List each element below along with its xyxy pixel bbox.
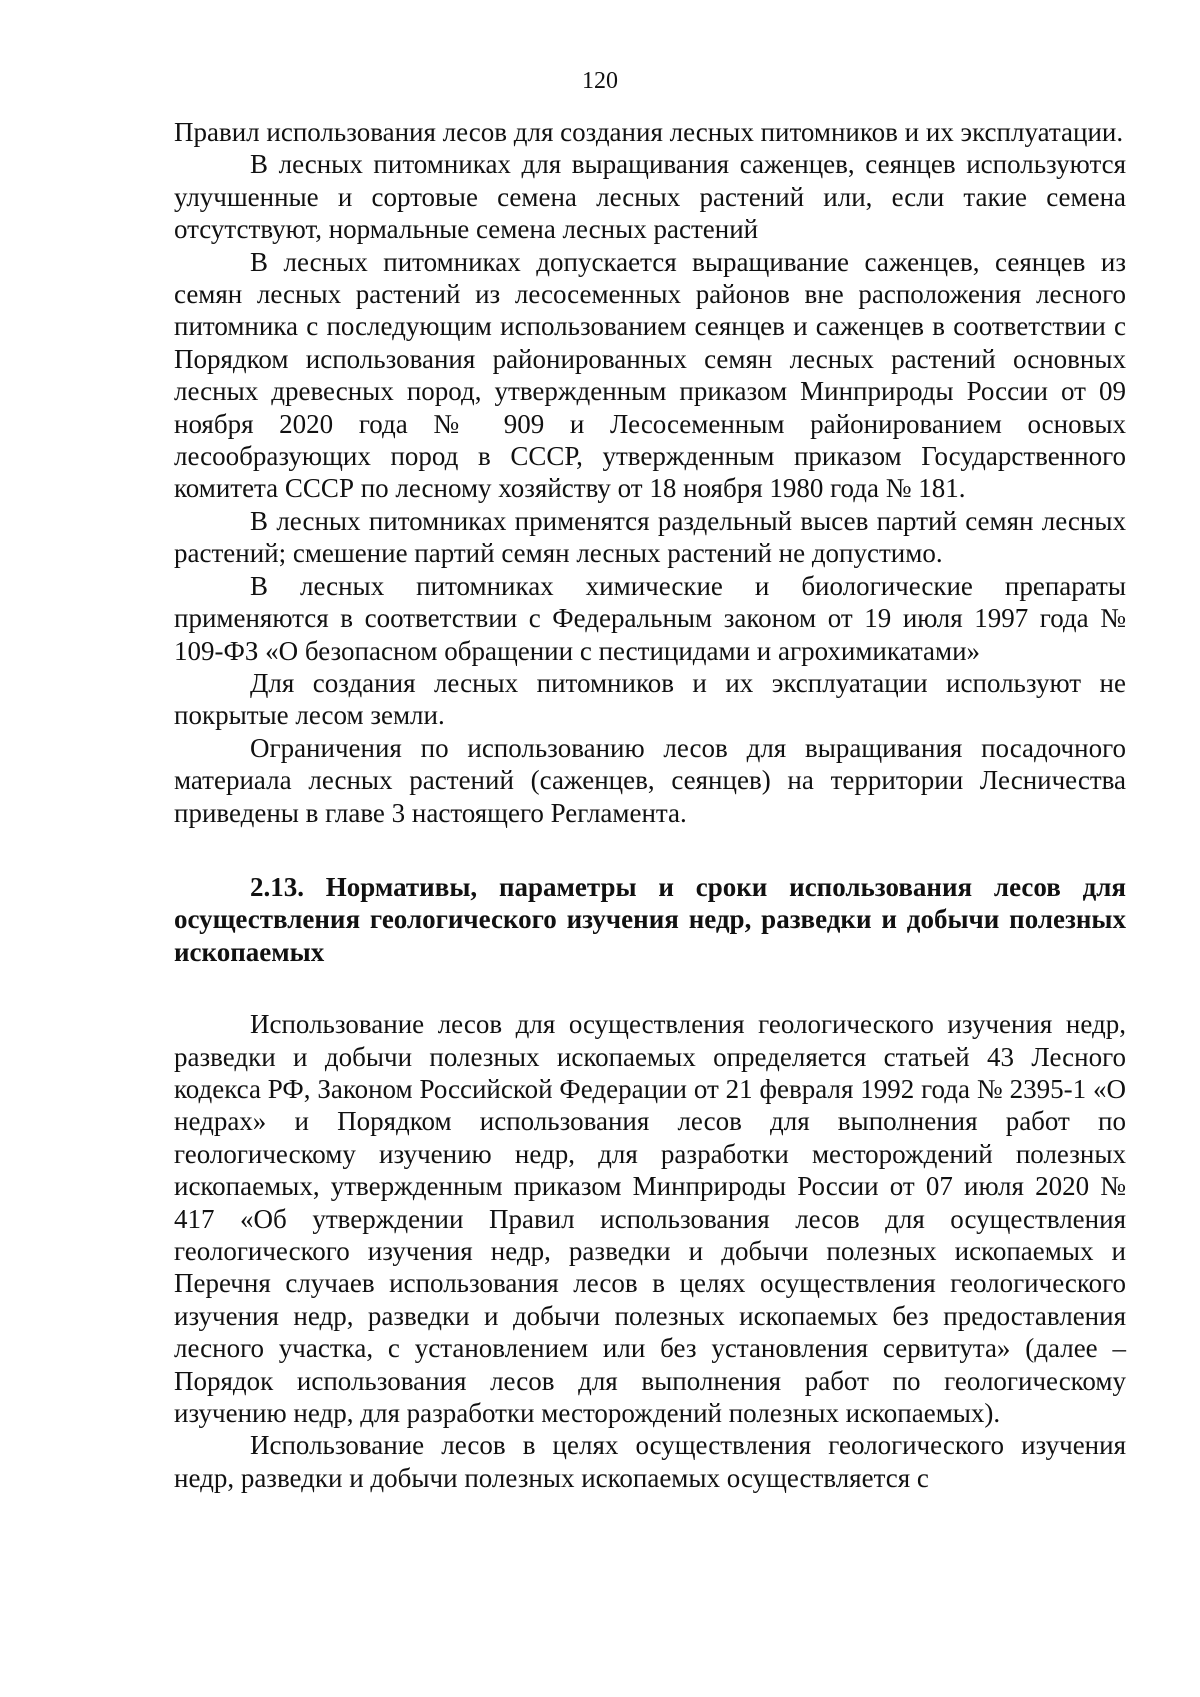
- page-number: 120: [582, 68, 618, 94]
- paragraph: В лесных питомниках применятся раздельный высев партий семян лесных растений; смешение партий семян лесных растений не допустимо.: [174, 505, 1126, 569]
- document-body: [174, 116, 1126, 1494]
- paragraph: В лесных питомниках допускается выращивание саженцев, сеянцев из семян лесных растений из лесосеменных районов вне расположения лесного питомника с последующим использованием сеянцев и саженцев в соответствии с Порядком использования районированных семян лесных растений основных лесных древесных пород, утвержденным приказом Минприроды России от 09 ноября 2020 года № 909 и Лесосеменным районированием основых лесообразующих пород в СССР, утвержденным приказом Государственного комитета СССР по лесному хозяйству от 18 ноября 1980 года № 181.: [174, 246, 1126, 504]
- paragraph: Для создания лесных питомников и их эксплуатации используют не покрытые лесом земли.: [174, 667, 1126, 731]
- paragraph: Использование лесов в целях осуществления геологического изучения недр, разведки и добычи полезных ископаемых осуществляется с: [174, 1430, 1126, 1493]
- paragraph: Использование лесов для осуществления геологического изучения недр, разведки и добычи полезных ископаемых определяется статьей 43 Лесного кодекса РФ, Законом Российской Федерации от 21 февраля 1992 года № 2395-1 «О недрах» и Порядком использования лесов для выполнения работ по геологическому изучению недр, для разработки месторождений полезных ископаемых, утвержденным приказом Минприроды России от 07 июля 2020 № 417 «Об утверждении Правил использования лесов для осуществления геологического изучения недр, разведки и добычи полезных ископаемых и Перечня случаев использования лесов в целях осуществления геологического изучения недр, разведки и добычи полезных ископаемых без предоставления лесного участка, с установлением или без установления сервитута» (далее – Порядок использования лесов для выполнения работ по геологическому изучению недр, для разработки месторождений полезных ископаемых).: [174, 1009, 1126, 1429]
- paragraph: Правил использования лесов для создания лесных питомников и их эксплуатации.: [174, 117, 1124, 147]
- paragraph: В лесных питомниках для выращивания саженцев, сеянцев используются улучшенные и сортовые семена лесных растений или, если такие семена отсутствуют, нормальные семена лесных растений: [174, 149, 1126, 245]
- section-heading: 2.13. Нормативы, параметры и сроки использования лесов для осуществления геологического изучения недр, разведки и добычи полезных ископаемых: [174, 871, 1126, 967]
- paragraph: Ограничения по использованию лесов для выращивания посадочного материала лесных растений (саженцев, сеянцев) на территории Лесничества приведены в главе 3 настоящего Регламента.: [174, 732, 1126, 828]
- paragraph: В лесных питомниках химические и биологические препараты применяются в соответствии с Федеральным законом от 19 июля 1997 года № 109-ФЗ «О безопасном обращении с пестицидами и агрохимикатами»: [174, 570, 1126, 666]
